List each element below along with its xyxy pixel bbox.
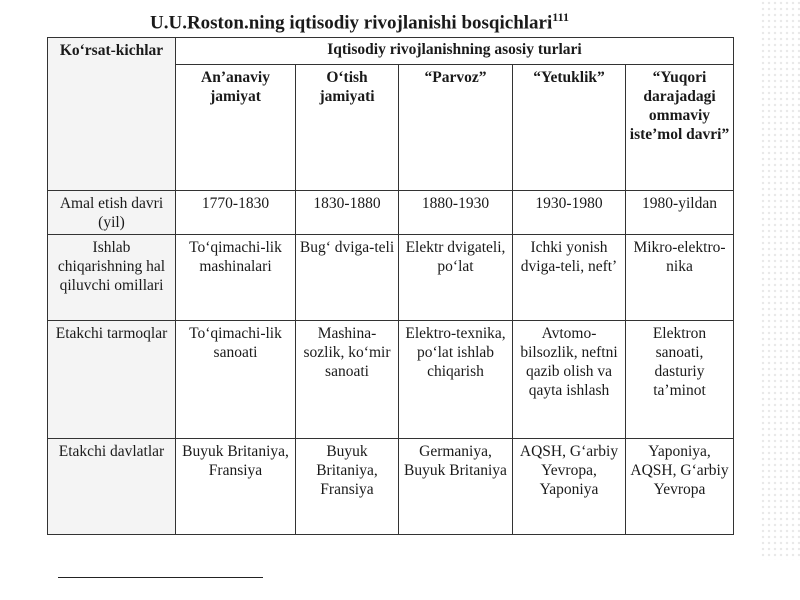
row-label: Ishlab chiqarishning hal qiluvchi omillari xyxy=(48,235,176,321)
table-cell: 1880-1930 xyxy=(399,191,513,235)
footnote-reference: 111 xyxy=(552,10,569,24)
corner-header: Ko‘rsat-kichlar xyxy=(48,38,176,191)
table-cell: Germaniya, Buyuk Britaniya xyxy=(399,439,513,535)
table-cell: Buyuk Britaniya, Fransiya xyxy=(176,439,296,535)
table-row xyxy=(48,191,734,235)
table-cell: 1980-yildan xyxy=(626,191,734,235)
row-label: Amal etish davri (yil) xyxy=(48,191,176,235)
stage-header: O‘tish jamiyati xyxy=(296,65,399,191)
row-label: Etakchi davlatlar xyxy=(48,439,176,535)
table-cell: Buyuk Britaniya, Fransiya xyxy=(296,439,399,535)
table-row xyxy=(48,321,734,439)
table-cell: Avtomo-bilsozlik, neftni qazib olish va qayta ishlash xyxy=(513,321,626,439)
table-cell: To‘qimachi-lik sanoati xyxy=(176,321,296,439)
table-cell: Bug‘ dviga-teli xyxy=(296,235,399,321)
stage-header: “Parvoz” xyxy=(399,65,513,191)
table-cell: Mikro-elektro-nika xyxy=(626,235,734,321)
group-header: Iqtisodiy rivojlanishning asosiy turlari xyxy=(176,38,734,65)
stage-header: “Yuqori darajadagi ommaviy iste’mol davri” xyxy=(626,65,734,191)
row-label: Etakchi tarmoqlar xyxy=(48,321,176,439)
table-cell: Ichki yonish dviga-teli, neft’ xyxy=(513,235,626,321)
stage-header: An’anaviy jamiyat xyxy=(176,65,296,191)
table-cell: Elektron sanoati, dasturiy ta’minot xyxy=(626,321,734,439)
table-cell: AQSH, G‘arbiy Yevropa, Yaponiya xyxy=(513,439,626,535)
table-cell: Elektro-texnika, po‘lat ishlab chiqarish xyxy=(399,321,513,439)
stages-table xyxy=(47,37,734,535)
page-title xyxy=(150,2,710,32)
table-cell: 1930-1980 xyxy=(513,191,626,235)
footnote-separator xyxy=(58,577,263,578)
table-cell: To‘qimachi-lik mashinalari xyxy=(176,235,296,321)
table-cell: Yaponiya, AQSH, G‘arbiy Yevropa xyxy=(626,439,734,535)
table-row xyxy=(48,439,734,535)
table-cell: 1830-1880 xyxy=(296,191,399,235)
table-row xyxy=(48,235,734,321)
watermark-pattern xyxy=(760,0,800,560)
table-cell: Mashina-sozlik, ko‘mir sanoati xyxy=(296,321,399,439)
stage-header: “Yetuklik” xyxy=(513,65,626,191)
title-text: U.U.Roston.ning iqtisodiy rivojlanishi bosqichlari xyxy=(150,12,553,34)
table-cell: 1770-1830 xyxy=(176,191,296,235)
table-cell: Elektr dvigateli, po‘lat xyxy=(399,235,513,321)
